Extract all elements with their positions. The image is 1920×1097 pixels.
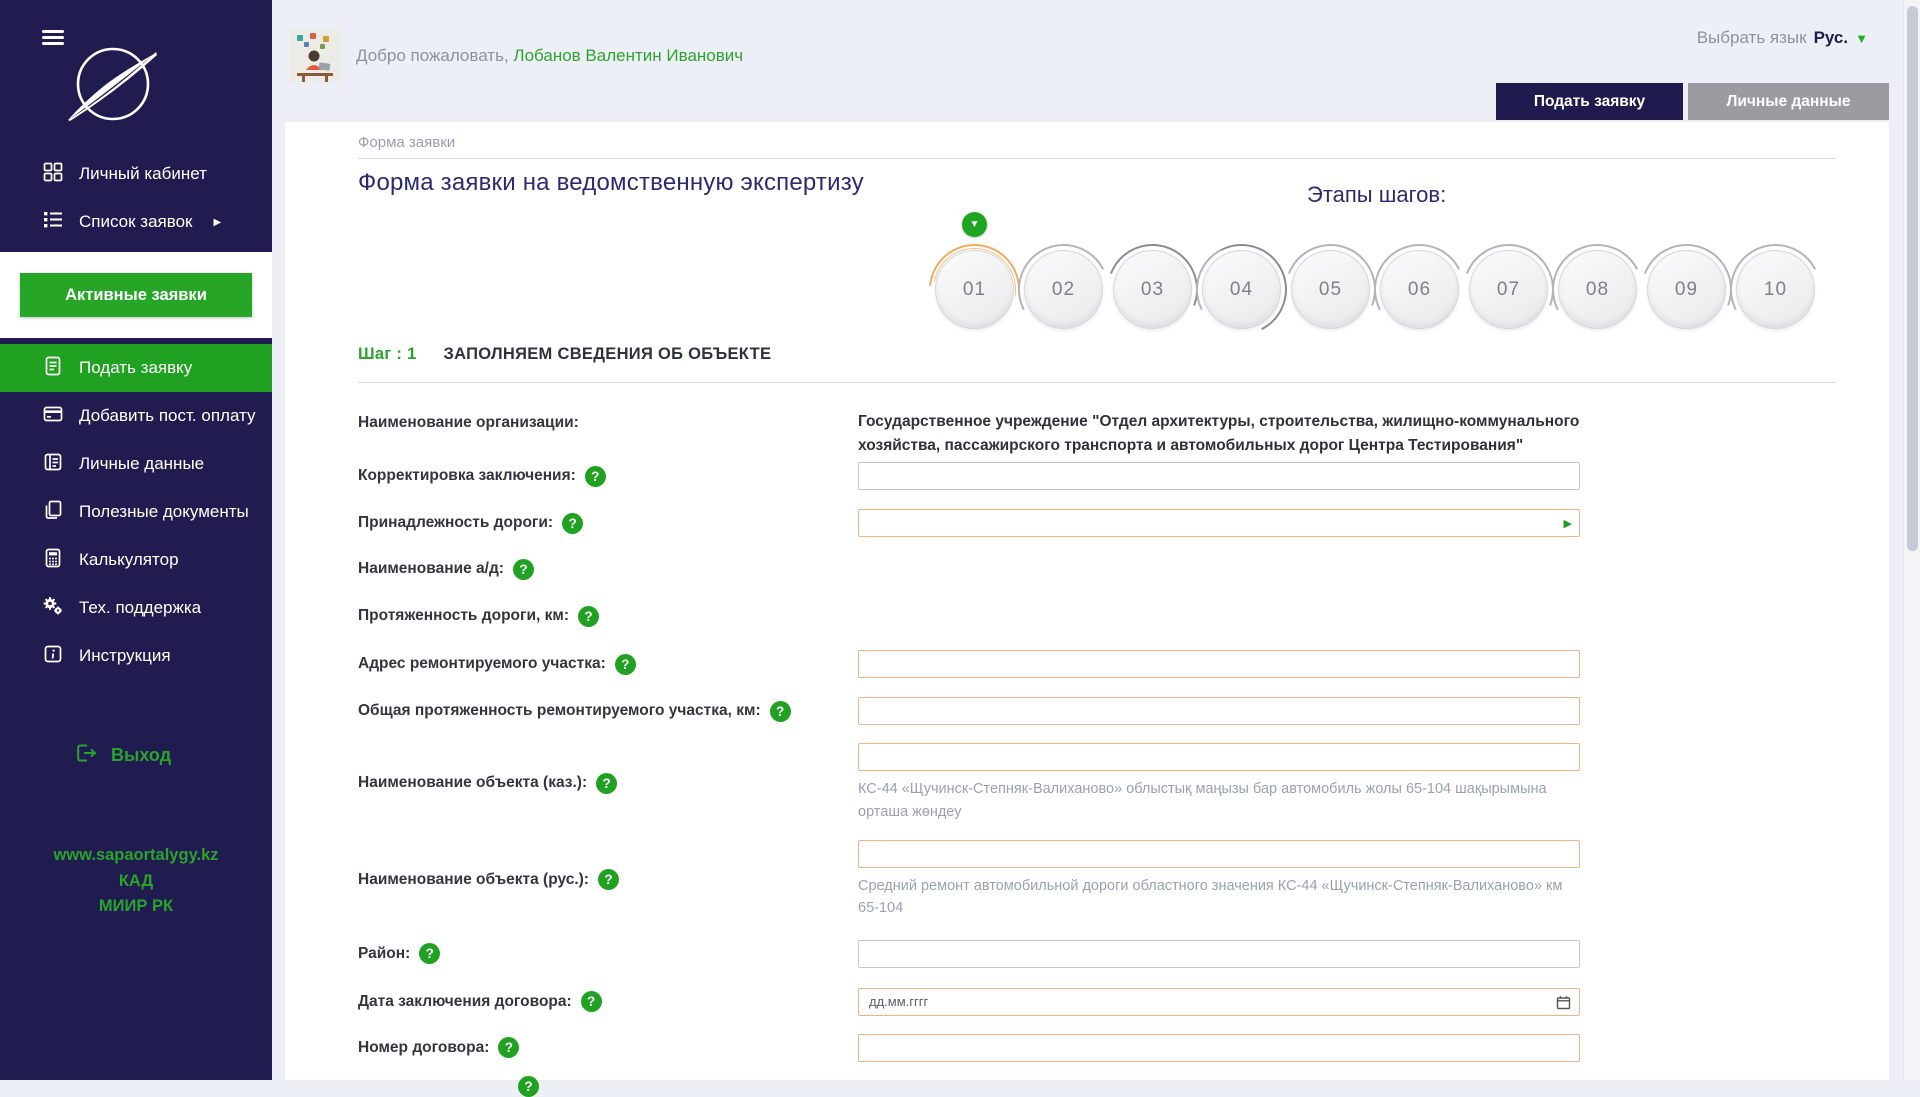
sidebar-item-instruction[interactable] xyxy=(0,632,272,680)
footer-link-miir[interactable]: МИИР РК xyxy=(98,897,174,916)
steps-section xyxy=(935,182,1845,329)
step-circle-08[interactable]: 08 xyxy=(1558,250,1637,329)
organization-value: Государственное учреждение "Отдел архитектуры, строительства, жилищно-коммунального хозяйства, пассажирского транспорта и автомобильных дорог Центра Тестирования" xyxy=(858,413,1580,455)
sidebar-item-tech-support[interactable] xyxy=(0,584,272,632)
gears-icon xyxy=(42,595,64,622)
step-circle-06[interactable]: 06 xyxy=(1380,250,1459,329)
user-name[interactable]: Лобанов Валентин Иванович xyxy=(513,46,744,65)
sidebar-item-personal-data[interactable] xyxy=(0,440,272,488)
help-icon[interactable]: ? xyxy=(578,606,599,627)
form-row-object-name-kaz xyxy=(358,743,1836,823)
welcome-message xyxy=(356,46,743,66)
sidebar-footer xyxy=(0,843,272,920)
list-icon xyxy=(42,209,64,236)
file-icon xyxy=(42,355,64,382)
exit-icon xyxy=(75,742,99,769)
correction-input[interactable] xyxy=(858,462,1580,490)
form-row-organization xyxy=(358,410,1836,458)
form-row-section-address xyxy=(358,650,1836,678)
page-title: Форма заявки на ведомственную экспертизу xyxy=(358,169,864,196)
logout-label: Выход xyxy=(111,745,172,765)
form-card xyxy=(285,122,1889,1094)
field-label: Наименование объекта (рус.): xyxy=(358,870,589,888)
docs-icon xyxy=(42,499,64,526)
sidebar-item-submit-request[interactable] xyxy=(0,344,272,392)
calc-icon xyxy=(42,547,64,574)
footer-link-kad[interactable]: КАД xyxy=(118,871,154,890)
step-heading xyxy=(358,345,1836,364)
field-label: Наименование объекта (каз.): xyxy=(358,774,588,791)
section-address-input[interactable] xyxy=(858,650,1580,678)
step-circle-09[interactable]: 09 xyxy=(1647,250,1726,329)
step-circle-01[interactable]: 01 xyxy=(935,250,1014,329)
form-row-correction xyxy=(358,462,1836,490)
form-row-road-name xyxy=(358,556,1836,582)
card-icon xyxy=(42,403,64,430)
district-input[interactable] xyxy=(858,940,1580,968)
active-requests-section xyxy=(0,252,272,338)
field-label: Протяженность дороги, км: xyxy=(358,607,569,625)
help-icon[interactable]: ? xyxy=(513,559,534,580)
road-ownership-select[interactable] xyxy=(858,509,1580,537)
field-label: Общая протяженность ремонтируемого участка, км: xyxy=(358,702,761,720)
contract-number-input[interactable] xyxy=(858,1034,1580,1062)
sidebar-item-calculator[interactable] xyxy=(0,536,272,584)
personal-data-button[interactable]: Личные данные xyxy=(1688,83,1889,120)
field-label: Корректировка заключения: xyxy=(358,467,576,485)
help-icon[interactable]: ? xyxy=(562,513,583,534)
step-circle-10[interactable]: 10 xyxy=(1736,250,1815,329)
grid-icon xyxy=(42,161,64,188)
sidebar-item-label: Список заявок xyxy=(79,212,193,231)
help-icon[interactable]: ? xyxy=(581,991,602,1012)
field-label: Район: xyxy=(358,944,411,962)
object-name-rus-input[interactable] xyxy=(858,840,1580,868)
calendar-icon[interactable] xyxy=(1556,995,1571,1015)
current-step-marker-icon: ▼ xyxy=(962,212,987,237)
help-icon[interactable]: ? xyxy=(585,466,606,487)
help-icon[interactable]: ? xyxy=(615,654,636,675)
language-label: Выбрать язык xyxy=(1696,28,1807,47)
active-requests-button[interactable]: Активные заявки xyxy=(20,273,252,317)
logout-button[interactable] xyxy=(75,742,272,769)
divider xyxy=(358,382,1836,383)
form-row-section-length xyxy=(358,697,1836,725)
field-label: Наименование а/д: xyxy=(358,560,504,578)
select-arrow-icon: ▶ xyxy=(1563,518,1572,531)
contract-date-input[interactable] xyxy=(859,989,1579,1015)
page-scrollbar[interactable] xyxy=(1903,0,1920,1080)
sidebar-item-label: Тех. поддержка xyxy=(79,598,202,617)
request-form xyxy=(358,410,1836,1097)
help-icon[interactable]: ? xyxy=(518,1076,539,1097)
sidebar-nav xyxy=(0,150,272,769)
form-row-district xyxy=(358,940,1836,968)
chevron-right-icon: ▶ xyxy=(213,216,222,228)
sidebar-item-add-payment[interactable] xyxy=(0,392,272,440)
contract-date-field xyxy=(858,988,1580,1016)
language-selector[interactable] xyxy=(1697,28,1868,48)
help-icon[interactable]: ? xyxy=(596,773,617,794)
field-label: Адрес ремонтируемого участка: xyxy=(358,655,606,673)
step-circle-05[interactable]: 05 xyxy=(1291,250,1370,329)
form-row-contract-number xyxy=(358,1034,1836,1062)
step-circle-04[interactable]: 04 xyxy=(1202,250,1281,329)
sidebar xyxy=(0,0,272,1080)
id-icon xyxy=(42,451,64,478)
breadcrumb: Форма заявки xyxy=(358,134,456,151)
object-name-rus-helper: Средний ремонт автомобильной дороги областного значения КС-44 «Щучинск-Степняк-Валиханово» км 65-104 xyxy=(858,877,1563,917)
sidebar-item-label: Личные данные xyxy=(79,454,205,473)
step-circle-03[interactable]: 03 xyxy=(1113,250,1192,329)
footer-link-site[interactable]: www.sapaortalygy.kz xyxy=(53,846,219,865)
help-icon[interactable]: ? xyxy=(498,1037,519,1058)
field-label: Номер договора: xyxy=(358,1038,490,1056)
sidebar-item-label: Добавить пост. оплату xyxy=(79,406,256,425)
sidebar-item-label: Инструкция xyxy=(79,646,171,665)
help-icon[interactable]: ? xyxy=(770,701,791,722)
object-name-kaz-input[interactable] xyxy=(858,743,1580,771)
sidebar-item-useful-documents[interactable] xyxy=(0,488,272,536)
sidebar-item-personal-cabinet[interactable] xyxy=(0,150,272,198)
sidebar-item-label: Калькулятор xyxy=(79,550,179,569)
form-row-road-ownership xyxy=(358,509,1836,537)
sidebar-item-label: Подать заявку xyxy=(79,358,193,377)
app-logo xyxy=(60,42,160,129)
divider xyxy=(358,158,1836,159)
caret-down-icon: ▼ xyxy=(1855,30,1868,46)
avatar xyxy=(290,30,340,82)
field-label: Дата заключения договора: xyxy=(358,992,572,1010)
form-row-partial xyxy=(358,1076,1836,1097)
step-number-label: Шаг : 1 xyxy=(358,345,417,363)
submit-request-button[interactable]: Подать заявку xyxy=(1496,83,1683,120)
scrollbar-thumb[interactable] xyxy=(1907,6,1918,551)
sidebar-item-label: Личный кабинет xyxy=(79,164,207,183)
welcome-prefix: Добро пожаловать, xyxy=(356,46,509,65)
sidebar-item-label: Полезные документы xyxy=(79,502,249,521)
form-row-road-length xyxy=(358,603,1836,629)
step-circle-02[interactable]: 02 xyxy=(1024,250,1103,329)
language-value: Рус. xyxy=(1813,28,1849,47)
form-row-object-name-rus xyxy=(358,840,1836,920)
form-row-contract-date xyxy=(358,988,1836,1016)
info-icon xyxy=(42,643,64,670)
object-name-kaz-helper: КС-44 «Щучинск-Степняк-Валиханово» облыстық маңызы бар автомобиль жолы 65-104 шақырымына орташа жөндеу xyxy=(858,781,1547,820)
step-circle-07[interactable]: 07 xyxy=(1469,250,1548,329)
steps-title: Этапы шагов: xyxy=(1307,182,1447,207)
help-icon[interactable]: ? xyxy=(419,943,440,964)
field-label: Принадлежность дороги: xyxy=(358,514,554,532)
help-icon[interactable]: ? xyxy=(598,869,619,890)
steps-row xyxy=(935,219,1845,329)
field-label: Наименование организации: xyxy=(358,414,579,431)
section-length-input[interactable] xyxy=(858,697,1580,725)
sidebar-item-requests-list[interactable] xyxy=(0,198,272,246)
step-heading-text: ЗАПОЛНЯЕМ СВЕДЕНИЯ ОБ ОБЪЕКТЕ xyxy=(443,345,772,363)
